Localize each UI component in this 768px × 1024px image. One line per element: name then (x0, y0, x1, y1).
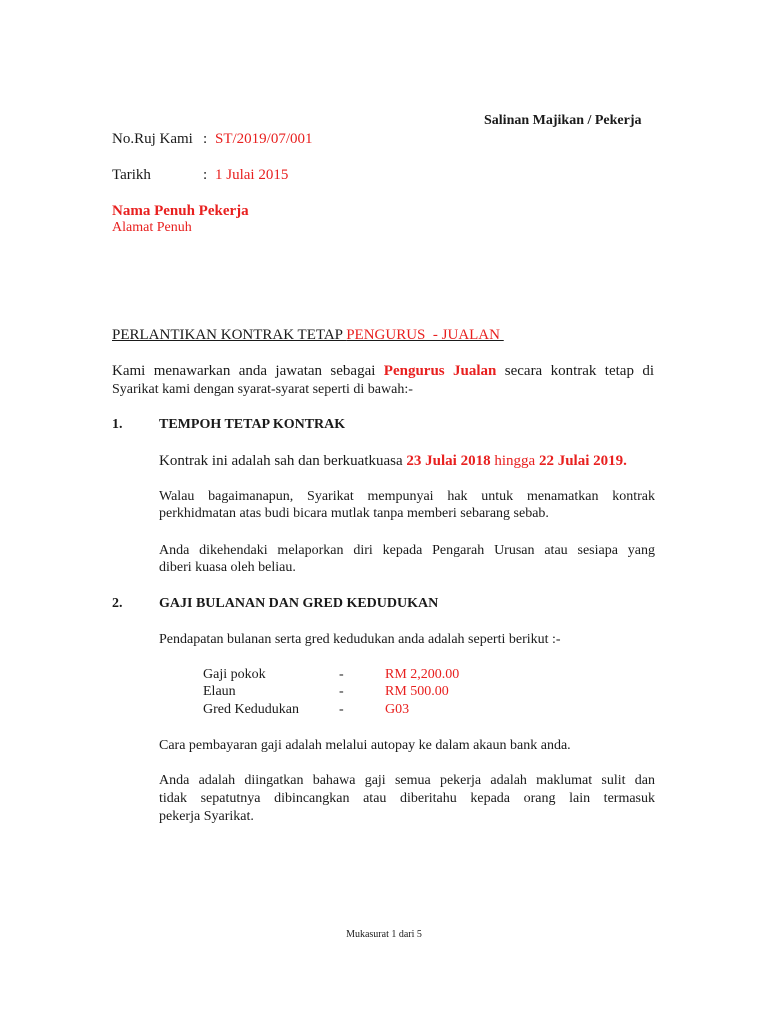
salary-dash: - (339, 684, 344, 699)
confidential-line3: pekerja Syarikat. (159, 809, 254, 824)
payment-method: Cara pembayaran gaji adalah melalui autopay ke dalam akaun bank anda. (159, 738, 571, 753)
salary-value: G03 (385, 702, 410, 717)
intro-line2: Syarikat kami dengan syarat-syarat seperti di bawah:- (112, 382, 413, 397)
salary-label: Gaji pokok (203, 667, 266, 682)
salary-label: Gred Kedudukan (203, 702, 300, 717)
termination-line1: Walau bagaimanapun, Syarikat mempunyai hak untuk menamatkan kontrak (159, 489, 655, 504)
salary-label: Elaun (203, 684, 236, 699)
ref-label: No.Ruj Kami (112, 131, 193, 147)
end-date: 22 Julai 2019. (538, 453, 627, 469)
validity-mid: hingga (490, 453, 539, 469)
letter-title (112, 326, 504, 344)
recipient-address: Alamat Penuh (112, 220, 192, 235)
section1-heading: TEMPOH TETAP KONTRAK (159, 417, 346, 432)
ref-value: ST/2019/07/001 (215, 131, 313, 147)
salary-value: RM 2,200.00 (385, 667, 460, 682)
date-value: 1 Julai 2015 (215, 167, 289, 183)
date-label: Tarikh (112, 167, 151, 183)
intro-position: Pengurus Jualan (383, 363, 497, 379)
intro-line1 (112, 362, 654, 380)
termination-line2: perkhidmatan atas budi bicara mutlak tanpa memberi sebarang sebab. (159, 506, 549, 521)
section2-number: 2. (112, 596, 123, 611)
salary-intro: Pendapatan bulanan serta gred kedudukan anda adalah seperti berikut :- (159, 632, 561, 647)
intro-text-2: secara kontrak tetap di (496, 363, 654, 379)
report-line2: diberi kuasa oleh beliau. (159, 560, 296, 575)
recipient-name: Nama Penuh Pekerja (112, 203, 249, 219)
start-date: 23 Julai 2018 (406, 453, 491, 469)
validity-text: Kontrak ini adalah sah dan berkuatkuasa (159, 453, 407, 469)
title-position: PENGURUS - JUALAN (346, 327, 504, 343)
confidential-line2: tidak sepatutnya dibincangkan atau diberitahu kepada orang lain termasuk (159, 791, 655, 806)
section1-validity (159, 452, 627, 470)
ref-colon: : (203, 131, 208, 147)
salary-dash: - (339, 702, 344, 717)
confidential-line1: Anda adalah diingatkan bahawa gaji semua pekerja adalah maklumat sulit dan (159, 773, 655, 788)
salary-dash: - (339, 667, 344, 682)
date-colon: : (203, 167, 208, 183)
section1-number: 1. (112, 417, 123, 432)
title-prefix: PERLANTIKAN KONTRAK TETAP (112, 327, 347, 343)
report-line1: Anda dikehendaki melaporkan diri kepada Pengarah Urusan atau sesiapa yang (159, 543, 655, 558)
copy-label: Salinan Majikan / Pekerja (484, 113, 642, 128)
intro-text-1: Kami menawarkan anda jawatan sebagai (112, 363, 384, 379)
section2-heading: GAJI BULANAN DAN GRED KEDUDUKAN (159, 596, 439, 611)
salary-value: RM 500.00 (385, 684, 449, 699)
page-number: Mukasurat 1 dari 5 (346, 929, 422, 940)
